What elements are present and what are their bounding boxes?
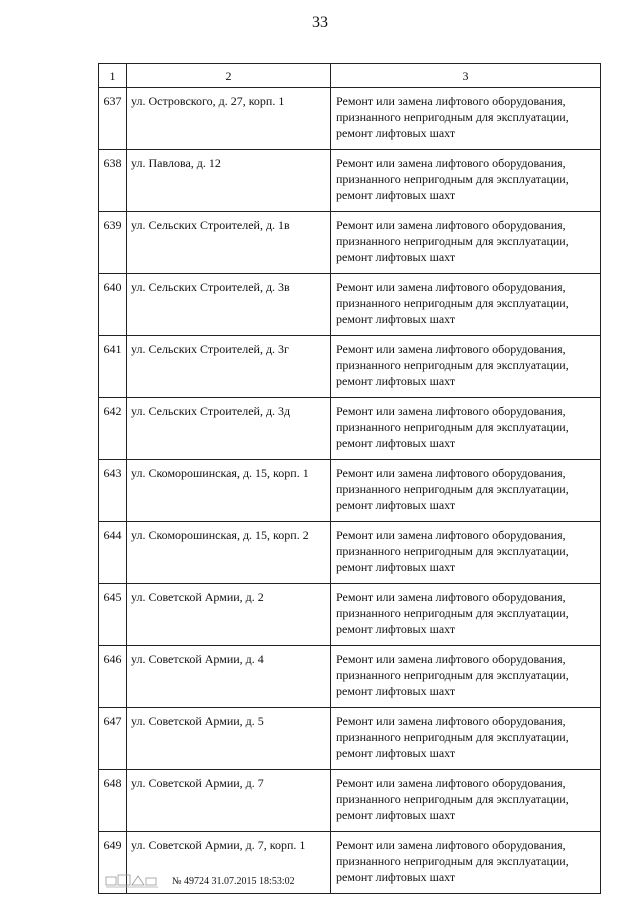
work-description-line: ремонт лифтовых шахт — [336, 684, 456, 698]
work-description-line: ремонт лифтовых шахт — [336, 126, 456, 140]
row-number-cell: 649 — [99, 832, 127, 894]
table-row — [99, 274, 601, 336]
work-description-line: признанного непригодным для эксплуатации, — [336, 668, 569, 682]
work-description-line: признанного непригодным для эксплуатации, — [336, 730, 569, 744]
work-description-line: Ремонт или замена лифтового оборудования, — [336, 838, 566, 852]
work-description-line: признанного непригодным для эксплуатации, — [336, 234, 569, 248]
work-description-line: признанного непригодным для эксплуатации, — [336, 110, 569, 124]
row-number-cell: 643 — [99, 460, 127, 522]
address-cell: ул. Сельских Строителей, д. 3г — [127, 336, 331, 398]
work-description-line: ремонт лифтовых шахт — [336, 188, 456, 202]
column-header-work: 3 — [331, 64, 601, 88]
work-description-line: Ремонт или замена лифтового оборудования, — [336, 404, 566, 418]
document-footer — [104, 873, 295, 889]
table-row — [99, 398, 601, 460]
work-description-line: признанного непригодным для эксплуатации, — [336, 854, 569, 868]
address-cell: ул. Сельских Строителей, д. 1в — [127, 212, 331, 274]
work-description-cell — [331, 708, 601, 770]
work-description-line: ремонт лифтовых шахт — [336, 436, 456, 450]
work-description-line: признанного непригодным для эксплуатации, — [336, 420, 569, 434]
work-description-line: ремонт лифтовых шахт — [336, 374, 456, 388]
work-description-line: ремонт лифтовых шахт — [336, 560, 456, 574]
table-row — [99, 770, 601, 832]
work-description-cell — [331, 770, 601, 832]
work-description-line: ремонт лифтовых шахт — [336, 870, 456, 884]
work-description-line: ремонт лифтовых шахт — [336, 622, 456, 636]
table-row — [99, 460, 601, 522]
stamp-logo-icon — [104, 873, 160, 889]
address-cell: ул. Советской Армии, д. 7, корп. 1 — [127, 832, 331, 894]
table-row — [99, 646, 601, 708]
work-description-cell — [331, 150, 601, 212]
work-description-line: ремонт лифтовых шахт — [336, 250, 456, 264]
work-description-line: Ремонт или замена лифтового оборудования, — [336, 528, 566, 542]
table-row — [99, 584, 601, 646]
address-cell: ул. Скоморошинская, д. 15, корп. 1 — [127, 460, 331, 522]
row-number-cell: 645 — [99, 584, 127, 646]
work-description-line: Ремонт или замена лифтового оборудования, — [336, 156, 566, 170]
row-number-cell: 646 — [99, 646, 127, 708]
work-description-line: Ремонт или замена лифтового оборудования, — [336, 714, 566, 728]
table-row — [99, 522, 601, 584]
work-description-cell — [331, 212, 601, 274]
row-number-cell: 638 — [99, 150, 127, 212]
work-description-line: ремонт лифтовых шахт — [336, 746, 456, 760]
work-description-line: признанного непригодным для эксплуатации, — [336, 296, 569, 310]
work-description-cell — [331, 88, 601, 150]
row-number-cell: 637 — [99, 88, 127, 150]
work-description-line: признанного непригодным для эксплуатации, — [336, 482, 569, 496]
work-description-cell — [331, 832, 601, 894]
document-stamp-text: № 49724 31.07.2015 18:53:02 — [172, 875, 295, 887]
work-description-line: признанного непригодным для эксплуатации, — [336, 606, 569, 620]
address-cell: ул. Сельских Строителей, д. 3д — [127, 398, 331, 460]
work-description-line: ремонт лифтовых шахт — [336, 312, 456, 326]
work-description-line: Ремонт или замена лифтового оборудования, — [336, 466, 566, 480]
address-cell: ул. Сельских Строителей, д. 3в — [127, 274, 331, 336]
work-description-line: признанного непригодным для эксплуатации, — [336, 792, 569, 806]
row-number-cell: 642 — [99, 398, 127, 460]
row-number-cell: 641 — [99, 336, 127, 398]
work-description-line: Ремонт или замена лифтового оборудования, — [336, 776, 566, 790]
row-number-cell: 647 — [99, 708, 127, 770]
work-description-line: ремонт лифтовых шахт — [336, 498, 456, 512]
work-description-cell — [331, 274, 601, 336]
row-number-cell: 639 — [99, 212, 127, 274]
work-description-line: признанного непригодным для эксплуатации, — [336, 544, 569, 558]
work-description-line: Ремонт или замена лифтового оборудования, — [336, 280, 566, 294]
row-number-cell: 640 — [99, 274, 127, 336]
work-description-line: ремонт лифтовых шахт — [336, 808, 456, 822]
work-description-cell — [331, 398, 601, 460]
work-description-line: Ремонт или замена лифтового оборудования, — [336, 590, 566, 604]
work-description-line: Ремонт или замена лифтового оборудования, — [336, 218, 566, 232]
work-description-cell — [331, 336, 601, 398]
address-cell: ул. Советской Армии, д. 7 — [127, 770, 331, 832]
address-cell: ул. Скоморошинская, д. 15, корп. 2 — [127, 522, 331, 584]
address-cell: ул. Советской Армии, д. 5 — [127, 708, 331, 770]
work-description-line: Ремонт или замена лифтового оборудования, — [336, 652, 566, 666]
work-description-cell — [331, 522, 601, 584]
repair-table — [98, 63, 601, 894]
row-number-cell: 648 — [99, 770, 127, 832]
column-header-number: 1 — [99, 64, 127, 88]
address-cell: ул. Советской Армии, д. 4 — [127, 646, 331, 708]
work-description-line: признанного непригодным для эксплуатации, — [336, 172, 569, 186]
row-number-cell: 644 — [99, 522, 127, 584]
work-description-line: Ремонт или замена лифтового оборудования, — [336, 342, 566, 356]
work-description-cell — [331, 460, 601, 522]
work-description-line: Ремонт или замена лифтового оборудования, — [336, 94, 566, 108]
page-number: 33 — [312, 14, 328, 31]
table-row — [99, 88, 601, 150]
table-row — [99, 212, 601, 274]
table-row — [99, 708, 601, 770]
work-description-cell — [331, 646, 601, 708]
address-cell: ул. Островского, д. 27, корп. 1 — [127, 88, 331, 150]
table-header-row — [99, 64, 601, 88]
work-description-cell — [331, 584, 601, 646]
address-cell: ул. Павлова, д. 12 — [127, 150, 331, 212]
column-header-address: 2 — [127, 64, 331, 88]
address-cell: ул. Советской Армии, д. 2 — [127, 584, 331, 646]
table-row — [99, 150, 601, 212]
table-row — [99, 336, 601, 398]
work-description-line: признанного непригодным для эксплуатации, — [336, 358, 569, 372]
